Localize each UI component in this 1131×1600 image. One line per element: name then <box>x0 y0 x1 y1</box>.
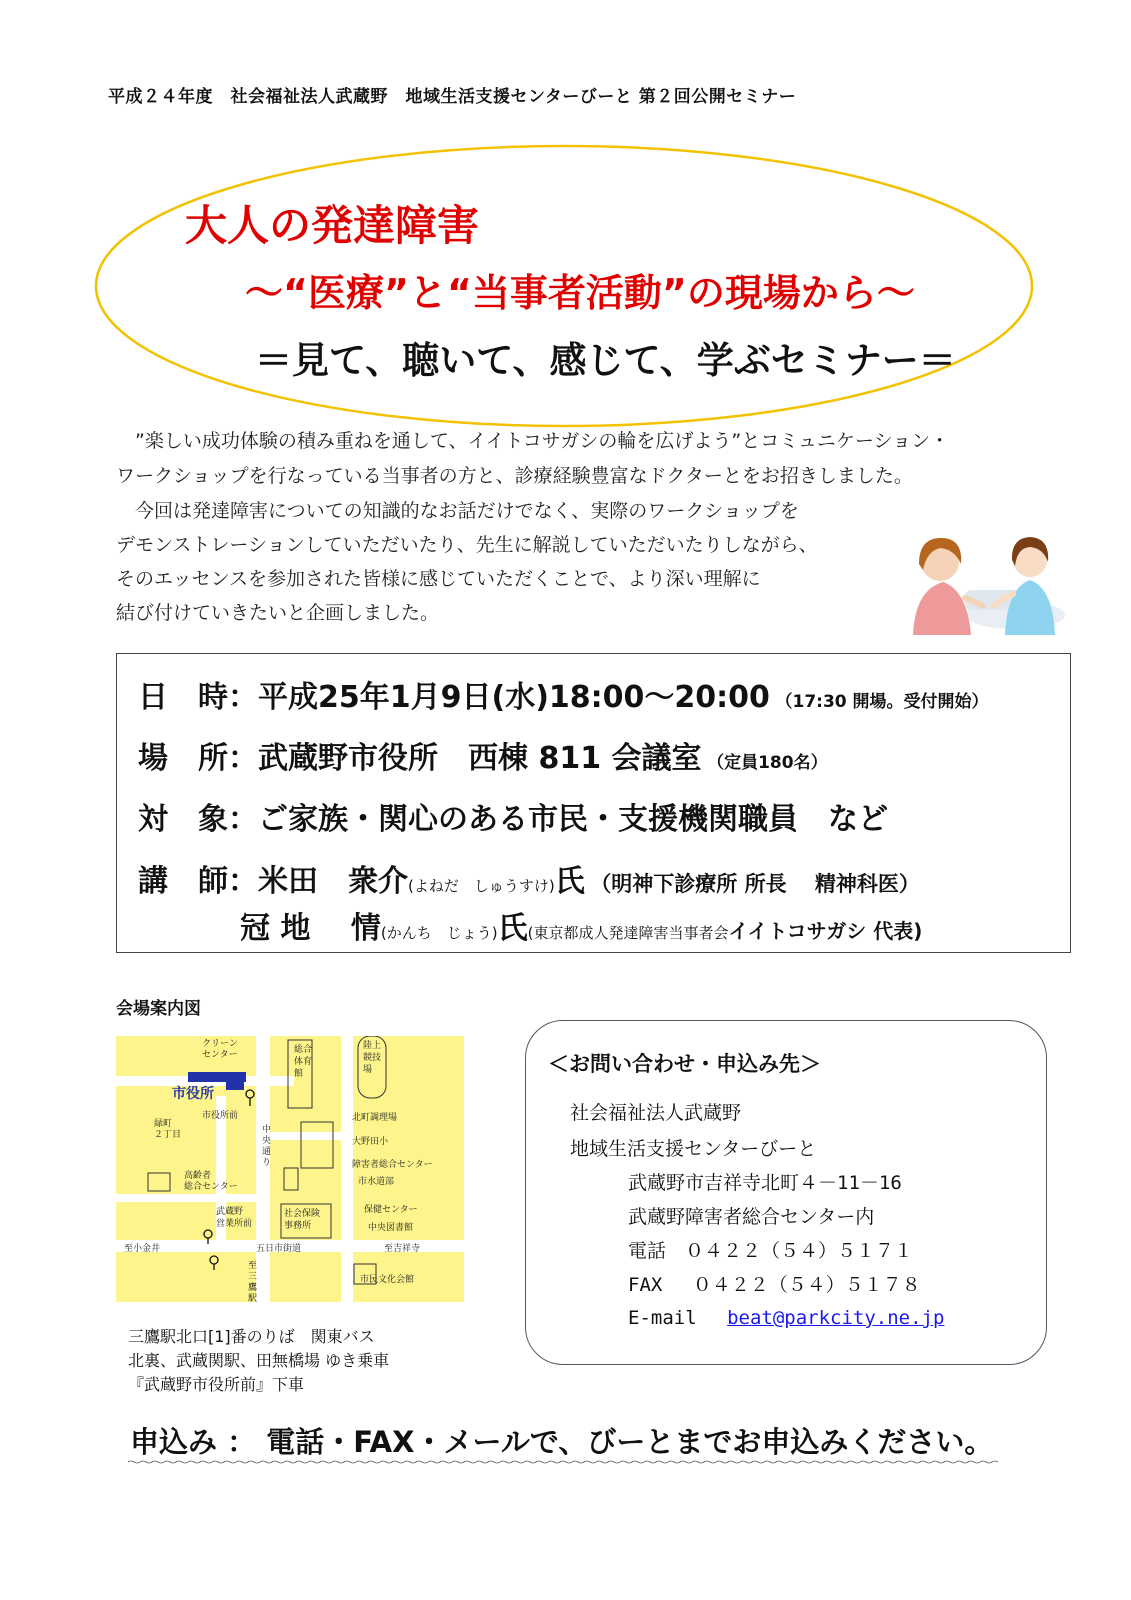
email-link[interactable]: beat@parkcity.ne.jp <box>727 1307 945 1329</box>
road-mid <box>116 1194 256 1202</box>
date-label: 日 時： <box>138 680 258 715</box>
lecturer2-row <box>240 903 922 947</box>
fax-number: ０４２２（５４）５１７８ <box>692 1274 921 1296</box>
map-label: 障害者総合センター <box>352 1160 433 1170</box>
place-row <box>138 733 828 777</box>
map-label: 市民文化会館 <box>360 1275 415 1285</box>
title-subtitle: ～“医療”と“当事者活動”の現場から～ <box>245 271 915 315</box>
lecturer1-reading: (よねだ しゅうすけ) <box>408 877 555 895</box>
map-label: 五日市街道 <box>256 1244 302 1254</box>
place-note: （定員180名） <box>707 753 828 773</box>
contact-tel-row <box>628 1236 913 1263</box>
map-label: ２丁目 <box>154 1130 182 1140</box>
map-label: 市役所 <box>172 1086 214 1102</box>
date-note: （17:30 開場。受付開始） <box>775 692 989 712</box>
target-value: ご家族・関心のある市民・支援機関職員 など <box>258 802 888 837</box>
map-label: 場 <box>363 1065 373 1075</box>
lecturer2-note: イイトコサガシ 代表) <box>728 919 923 943</box>
map-label: クリーン <box>202 1039 238 1049</box>
contact-address: 武蔵野市吉祥寺北町４－11－16 <box>628 1172 902 1194</box>
intro-line: そのエッセンスを参加された皆様に感じていただくことで、より深い理解に <box>116 568 761 590</box>
apply-instructions: 申込み ： 電話・FAX・メールで、びーとまでお申込みください。 <box>130 1425 994 1459</box>
place-value: 武蔵野市役所 西棟 811 会議室 <box>258 741 702 776</box>
map-label: 至 <box>248 1261 258 1271</box>
map-label: り <box>262 1158 272 1168</box>
map-label: 至吉祥寺 <box>384 1244 421 1254</box>
contact-email-row <box>628 1303 944 1330</box>
date-row <box>138 672 989 716</box>
map-label: 駅 <box>248 1294 258 1302</box>
place-label: 場 所： <box>138 741 258 776</box>
intro-line: ワークショップを行なっている当事者の方と、診療経験豊富なドクターとをお招きしました。 <box>116 465 913 487</box>
contact-org2: 地域生活支援センターびーと <box>570 1138 817 1160</box>
map-label: 社会保険 <box>284 1209 321 1219</box>
date-value: 平成25年1月9日(水)18:00～20:00 <box>258 680 770 715</box>
title-tagline: ＝見て、聴いて、感じて、学ぶセミナー＝ <box>255 339 956 382</box>
map-label: 大野田小 <box>352 1137 389 1147</box>
intro-line: ”楽しい成功体験の積み重ねを通して、イイトコサガシの輪を広げよう”とコミュニケーション・ <box>116 430 950 452</box>
route-line: 三鷹駅北口[1]番のりば 関東バス <box>128 1327 375 1346</box>
map-label: 武蔵野 <box>216 1207 244 1217</box>
contact-building: 武蔵野障害者総合センター内 <box>628 1206 875 1228</box>
consultation-illustration <box>905 520 1065 635</box>
lecturer1-note: （明神下診療所 所長 精神科医） <box>590 872 920 896</box>
contact-title: ＜お問い合わせ・申込み先＞ <box>548 1052 821 1076</box>
lecturer2-reading: (かんち じょう) <box>380 924 498 942</box>
seminar-header: 平成２４年度 社会福祉法人武蔵野 地域生活支援センターびーと 第２回公開セミナー <box>108 87 797 107</box>
contact-fax-row <box>628 1270 921 1297</box>
lecturer2-name: 冠 地 情 <box>240 911 381 946</box>
map-label: 央 <box>262 1136 272 1146</box>
map-label: 中央図書館 <box>368 1223 414 1233</box>
target-label: 対 象： <box>138 802 258 837</box>
map-label: 中 <box>262 1125 272 1135</box>
intro-line: デモンストレーションしていただいたり、先生に解説していただいたりしながら、 <box>116 534 818 556</box>
map-label: 体育 <box>294 1057 313 1067</box>
map-label: 市役所前 <box>202 1111 239 1121</box>
tel-number: ０４２２（５４）５１７１ <box>685 1240 914 1262</box>
email-label: E-mail <box>628 1307 697 1329</box>
fax-label: FAX <box>628 1274 663 1296</box>
map-label: センター <box>202 1050 238 1060</box>
lecturer1-name: 米田 衆介 <box>258 864 408 899</box>
target-row <box>138 794 888 838</box>
route-line: 北裏、武蔵関駅、田無橋場 ゆき乗車 <box>128 1351 390 1370</box>
route-line: 『武蔵野市役所前』下車 <box>128 1375 305 1394</box>
road-side <box>270 1132 341 1140</box>
map-label: 館 <box>294 1069 304 1079</box>
road-chuo <box>256 1036 270 1302</box>
map-label: 市水道部 <box>358 1177 395 1187</box>
map-label: 営業所前 <box>216 1219 253 1229</box>
map-label: 総合センター <box>184 1182 238 1192</box>
lecturer1-row <box>138 856 920 900</box>
lecturer-label: 講 師： <box>138 864 258 899</box>
map-label: 三 <box>248 1272 258 1282</box>
venue-map <box>116 1036 464 1302</box>
intro-line: 結び付けていきたいと企画しました。 <box>116 602 440 624</box>
map-label: 陸上 <box>363 1041 382 1051</box>
lecturer1-suffix: 氏 <box>554 864 585 899</box>
map-label: 通 <box>262 1147 272 1157</box>
map-label: 緑町 <box>154 1119 173 1129</box>
apply-underline <box>128 1460 998 1464</box>
map-label: 鷹 <box>248 1283 258 1293</box>
map-heading: 会場案内図 <box>116 999 201 1019</box>
title-main: 大人の発達障害 <box>185 201 480 250</box>
map-label: 総合 <box>294 1045 313 1055</box>
map-label: 競技 <box>363 1053 382 1063</box>
map-label: 事務所 <box>284 1221 312 1231</box>
map-label: 保健センター <box>364 1205 418 1215</box>
map-label: 高齢者 <box>184 1171 212 1181</box>
tel-label: 電話 <box>628 1240 667 1262</box>
contact-org1: 社会福祉法人武蔵野 <box>570 1102 742 1124</box>
intro-line: 今回は発達障害についての知識的なお話だけでなく、実際のワークショップを <box>116 500 799 522</box>
map-label: 至小金井 <box>124 1244 161 1254</box>
lecturer2-org: (東京都成人発達障害当事者会 <box>527 924 729 942</box>
map-label: 北町調理場 <box>352 1113 398 1123</box>
lecturer2-suffix: 氏 <box>497 911 528 946</box>
